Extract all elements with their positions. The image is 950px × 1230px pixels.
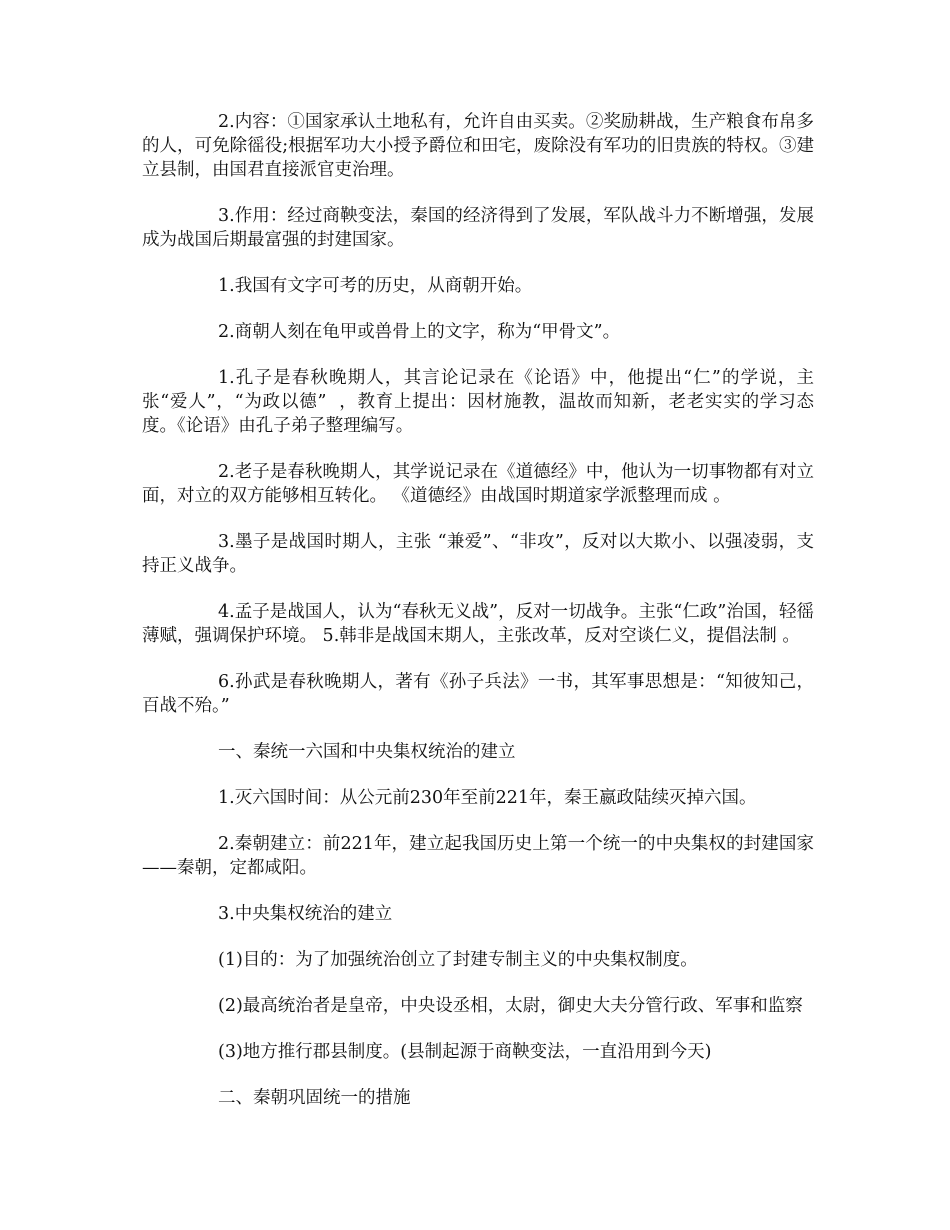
- paragraph-emperor: (2)最高统治者是皇帝，中央设丞相，太尉，御史大夫分管行政、军事和监察: [218, 996, 803, 1016]
- paragraph-mozi: 3.墨子是战国时期人，主张 “兼爱”、“非攻”，反对以大欺小、以强凌弱，支持正义战争。: [142, 532, 814, 576]
- paragraph-reform-content: 2.内容：①国家承认土地私有，允许自由买卖。②奖励耕战，生产粮食布帛多的人，可免除徭役;根据军功大小授予爵位和田宅，废除没有军功的旧贵族的特权。③建立县制，由国君直接派官吏治理。: [142, 112, 814, 180]
- subheading-central-rule: 3.中央集权统治的建立: [218, 904, 393, 924]
- paragraph-laozi: 2.老子是春秋晚期人，其学说记录在《道德经》中，他认为一切事物都有对立面，对立的双方能够相互转化。 《道德经》由战国时期道家学派整理而成 。: [142, 462, 814, 506]
- paragraph-six-states: 1.灭六国时间：从公元前230年至前221年，秦王嬴政陆续灭掉六国。: [218, 788, 757, 808]
- paragraph-county-system: (3)地方推行郡县制度。(县制起源于商鞅变法，一直沿用到今天): [218, 1042, 712, 1062]
- paragraph-confucius: 1.孔子是春秋晚期人，其言论记录在《论语》中，他提出“仁”的学说，主张“爱人”，“为政以德” ，教育上提出：因材施教，温故而知新，老老实实的学习态度。《论语》由孔子弟子整理编写。: [142, 368, 814, 436]
- paragraph-shang-history: 1.我国有文字可考的历史，从商朝开始。: [218, 276, 533, 296]
- paragraph-purpose: (1)目的：为了加强统治创立了封建专制主义的中央集权制度。: [218, 950, 698, 970]
- paragraph-qin-founding: 2.秦朝建立：前221年，建立起我国历史上第一个统一的中央集权的封建国家——秦朝，定都咸阳。: [142, 834, 814, 878]
- document-body: [142, 110, 814, 1132]
- paragraph-oracle-bone: 2.商朝人刻在龟甲或兽骨上的文字，称为“甲骨文”。: [218, 322, 621, 342]
- paragraph-reform-effect: 3.作用：经过商鞅变法，秦国的经济得到了发展，军队战斗力不断增强，发展成为战国后期最富强的封建国家。: [142, 206, 814, 250]
- section-heading-qin-unification: 一、秦统一六国和中央集权统治的建立: [218, 742, 516, 762]
- section-heading-consolidation: 二、秦朝巩固统一的措施: [218, 1088, 411, 1108]
- paragraph-sunwu: 6.孙武是春秋晚期人，著有《孙子兵法》一书，其军事思想是：“知彼知己，百战不殆。”: [142, 672, 814, 716]
- paragraph-mencius-hanfei: 4.孟子是战国人，认为“春秋无义战”，反对一切战争。主张“仁政”治国，轻徭薄赋，强调保护环境。 5.韩非是战国末期人，主张改革，反对空谈仁义，提倡法制 。: [142, 602, 814, 646]
